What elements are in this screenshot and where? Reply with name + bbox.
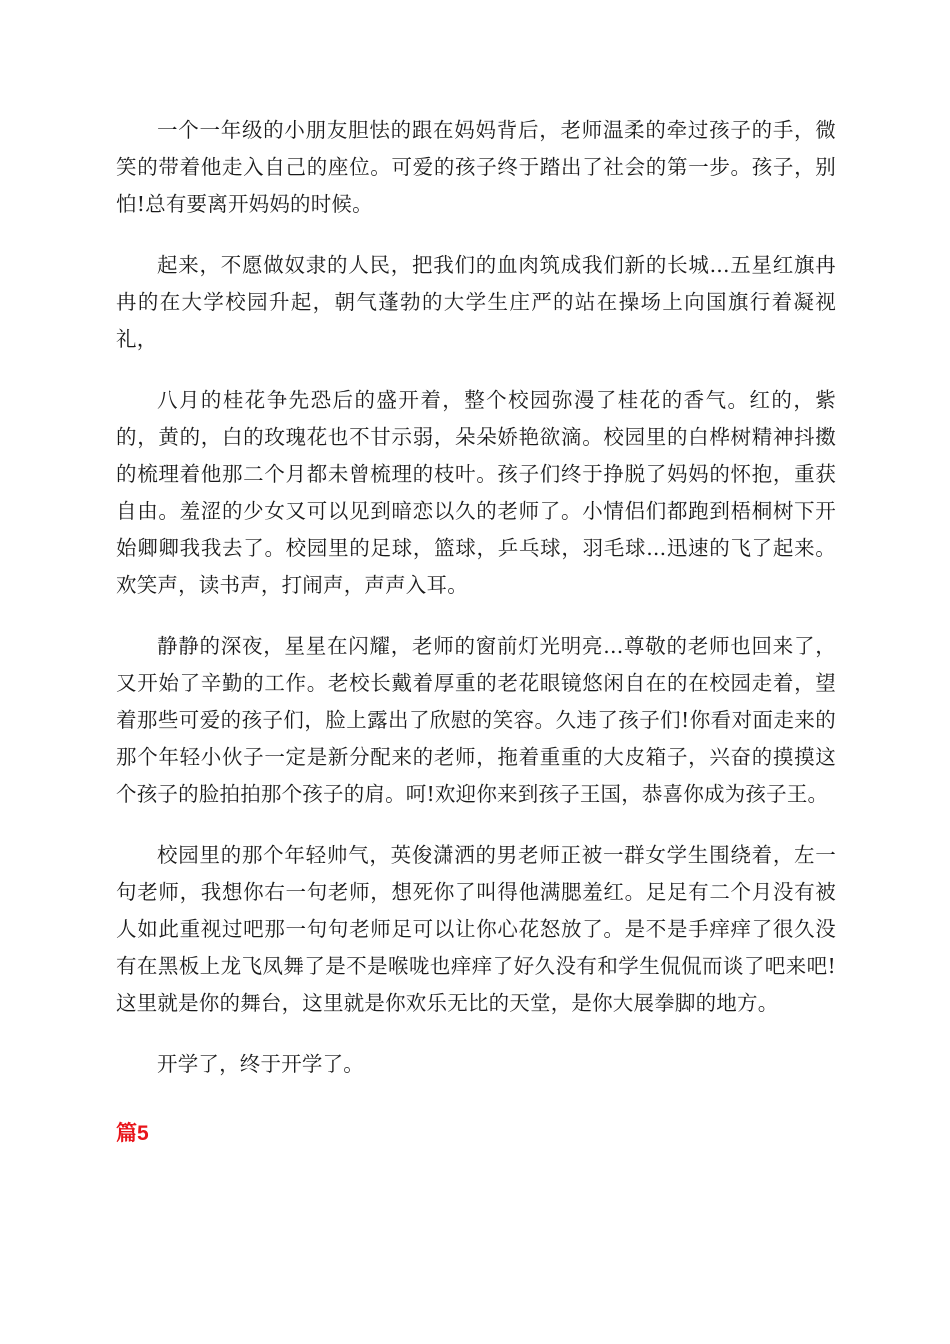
document-body: [116, 112, 836, 1149]
paragraph-5: 校园里的那个年轻帅气，英俊潇洒的男老师正被一群女学生围绕着，左一句老师，我想你右一句老师，想死你了叫得他满腮羞红。足足有二个月没有被人如此重视过吧那一句句老师足可以让你心花怒放了。是不是手痒痒了很久没有在黑板上龙飞凤舞了是不是喉咙也痒痒了好久没有和学生侃侃而谈了吧来吧!这里就是你的舞台，这里就是你欢乐无比的天堂，是你大展拳脚的地方。: [116, 843, 836, 1015]
section-heading: 篇5: [116, 1122, 149, 1145]
paragraph-6: 开学了，终于开学了。: [157, 1052, 364, 1076]
paragraph-1: 一个一年级的小朋友胆怯的跟在妈妈背后，老师温柔的牵过孩子的手，微笑的带着他走入自己的座位。可爱的孩子终于踏出了社会的第一步。孩子，别怕!总有要离开妈妈的时候。: [116, 118, 836, 216]
paragraph-3: 八月的桂花争先恐后的盛开着，整个校园弥漫了桂花的香气。红的，紫的，黄的，白的玫瑰花也不甘示弱，朵朵娇艳欲滴。校园里的白桦树精神抖擞的梳理着他那二个月都未曾梳理的枝叶。孩子们终于挣脱了妈妈的怀抱，重获自由。羞涩的少女又可以见到暗恋以久的老师了。小情侣们都跑到梧桐树下开始卿卿我我去了。校园里的足球，篮球，乒乓球，羽毛球...迅速的飞了起来。欢笑声，读书声，打闹声，声声入耳。: [116, 388, 836, 597]
paragraph-4: 静静的深夜，星星在闪耀，老师的窗前灯光明亮...尊敬的老师也回来了，又开始了辛勤的工作。老校长戴着厚重的老花眼镜悠闲自在的在校园走着，望着那些可爱的孩子们，脸上露出了欣慰的笑容。久违了孩子们!你看对面走来的那个年轻小伙子一定是新分配来的老师，拖着重重的大皮箱子，兴奋的摸摸这个孩子的脸拍拍那个孩子的肩。呵!欢迎你来到孩子王国，恭喜你成为孩子王。: [116, 634, 836, 806]
paragraph-2: 起来，不愿做奴隶的人民，把我们的血肉筑成我们新的长城...五星红旗冉冉的在大学校园升起，朝气蓬勃的大学生庄严的站在操场上向国旗行着凝视礼，: [116, 253, 836, 351]
